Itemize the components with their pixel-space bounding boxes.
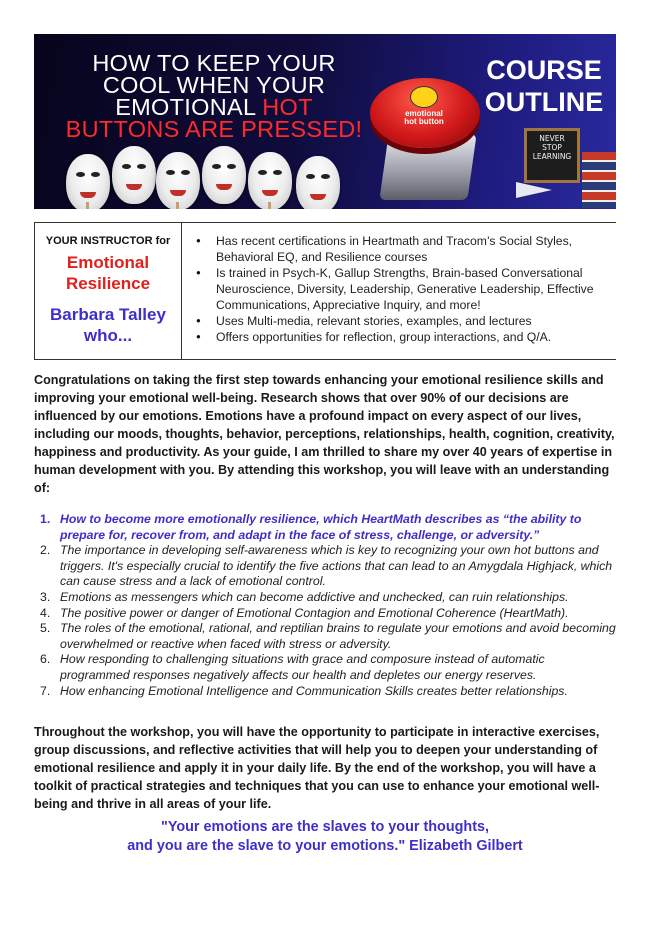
theater-masks-image: [56, 146, 376, 209]
chalkboard-line-2: STOP: [542, 143, 562, 152]
instructor-credentials: [194, 233, 614, 345]
list-item: [34, 606, 616, 622]
list-item: ● Is trained in Psych-K, Gallup Strengths, Brain-based Conversational Neuroscience, Diversity, Leadership, Generative Leadership, Effective Communications, Appreciative Inquiry, and more!: [210, 265, 614, 313]
banner-title-line-3: [34, 96, 394, 118]
list-number: 3.: [40, 589, 51, 604]
list-number: 1.: [40, 512, 51, 526]
closing-paragraph: Throughout the workshop, you will have the opportunity to participate in interactive exercises, group discussions, and reflective activities that will help you to deepen your understanding of emotional resilience and apply it in your daily life. By the end of the workshop, you will have a toolkit of practical strategies and techniques that you can use to enhance your emotional well-being and thrive in all areas of your life.: [34, 725, 600, 811]
button-label-line-2: hot button: [404, 117, 444, 126]
books-icon: [582, 152, 616, 208]
list-item-text: How enhancing Emotional Intelligence and Communication Skills creates better relationships.: [60, 683, 568, 698]
megaphone-icon: [516, 182, 552, 198]
mask-stick: [86, 202, 89, 209]
list-item-text: Emotions as messengers which can become addictive and unchecked, can ruin relationships.: [60, 589, 569, 604]
list-number: 2.: [40, 543, 51, 558]
button-label: [394, 110, 454, 126]
face-icon: [410, 86, 438, 108]
list-item-text: How responding to challenging situations with grace and composure instead of automatic programmed responses negatively affects our health and depletes our energy reserves.: [60, 652, 545, 682]
list-item: [34, 590, 616, 606]
instructor-name: [35, 304, 181, 346]
banner-title-line-2: COOL WHEN YOUR: [102, 72, 326, 98]
list-item: [34, 684, 616, 700]
mask-stick: [176, 202, 179, 209]
instructor-name-line-1: Barbara Talley: [50, 305, 166, 324]
credentials-list: [194, 233, 614, 345]
mask-icon: [112, 146, 156, 204]
course-outline-line-2: OUTLINE: [484, 87, 604, 117]
banner-title: [34, 52, 394, 140]
list-item: ● Uses Multi-media, relevant stories, examples, and lectures: [210, 313, 614, 329]
mask-icon: [296, 156, 340, 209]
list-item-text: How to become more emotionally resilience, which HeartMath describes as “the ability to prepare for, recover from, and adapt in the face of stress, challenge, or adversity.”: [60, 512, 582, 542]
list-item: ● Has recent certifications in Heartmath and Tracom’s Social Styles, Behavioral EQ, and Resilience courses: [210, 233, 614, 265]
list-item-text: The importance in developing self-awareness which is key to recognizing your own hot buttons and triggers. It's especially crucial to identify the five actions that can lead to an Amygdala Highjack, which can cause stress and a lack of emotional control.: [60, 543, 613, 589]
course-name-line-1: Emotional: [66, 253, 150, 272]
list-item: ● Offers opportunities for reflection, group interactions, and Q/A.: [210, 329, 614, 345]
course-outline-line-1: COURSE: [486, 55, 602, 85]
instructor-heading: YOUR INSTRUCTOR for: [45, 235, 171, 247]
list-item-text: The positive power or danger of Emotional Contagion and Emotional Coherence (HeartMath).: [60, 605, 569, 620]
list-item-text: The roles of the emotional, rational, and reptilian brains to regulate your emotions and avoid becoming overwhelmed or reactive when faced with stress or adversity.: [60, 621, 616, 651]
list-number: 5.: [40, 621, 51, 636]
mask-icon: [66, 154, 110, 209]
chalkboard-line-1: NEVER: [539, 134, 565, 143]
list-item: [34, 621, 616, 652]
outcomes-list: [34, 512, 616, 699]
mask-icon: [248, 152, 292, 209]
list-number: 4.: [40, 605, 51, 620]
banner-title-emotional: EMOTIONAL: [115, 94, 263, 120]
instructor-name-line-2: who...: [83, 326, 133, 345]
chalkboard-line-3: LEARNING: [532, 152, 572, 161]
quote-line-2: and you are the slave to your emotions." Elizabeth Gilbert: [127, 838, 523, 854]
banner-title-line-1: HOW TO KEEP YOUR: [92, 50, 336, 76]
hot-button-image: [364, 64, 484, 204]
chalkboard-image: [524, 128, 580, 183]
closing-quote: [34, 818, 616, 856]
course-name: [35, 252, 181, 294]
intro-paragraph: Congratulations on taking the first step towards enhancing your emotional resilience skills and improving your emotional well-being. Research shows that over 90% of our decisions are influenced by our emotions. Emotions have a profound impact on every aspect of our lives, including our moods, thoughts, behavior, perceptions, relationships, health, cognition, creativity, happiness and productivity. As your guide, I am thrilled to share my over 40 years of expertise in human development with you. By attending this workshop, you will leave with an understanding of:: [34, 373, 615, 495]
banner-title-hot: HOT: [262, 94, 313, 120]
list-item: [34, 652, 616, 683]
course-outline-heading: [474, 54, 614, 118]
list-item: [34, 512, 616, 543]
quote-line-1: "Your emotions are the slaves to your thoughts,: [161, 819, 489, 835]
mask-stick: [268, 202, 271, 209]
course-banner: [34, 34, 616, 209]
course-name-line-2: Resilience: [65, 274, 151, 293]
button-label-line-1: emotional: [405, 109, 443, 118]
instructor-section: [34, 222, 616, 360]
list-item: [34, 543, 616, 590]
mask-icon: [202, 146, 246, 204]
list-number: 7.: [40, 683, 51, 698]
mask-icon: [156, 152, 200, 209]
list-number: 6.: [40, 652, 51, 667]
banner-title-line-4: BUTTONS ARE PRESSED!: [65, 116, 363, 142]
instructor-info: [34, 223, 182, 359]
